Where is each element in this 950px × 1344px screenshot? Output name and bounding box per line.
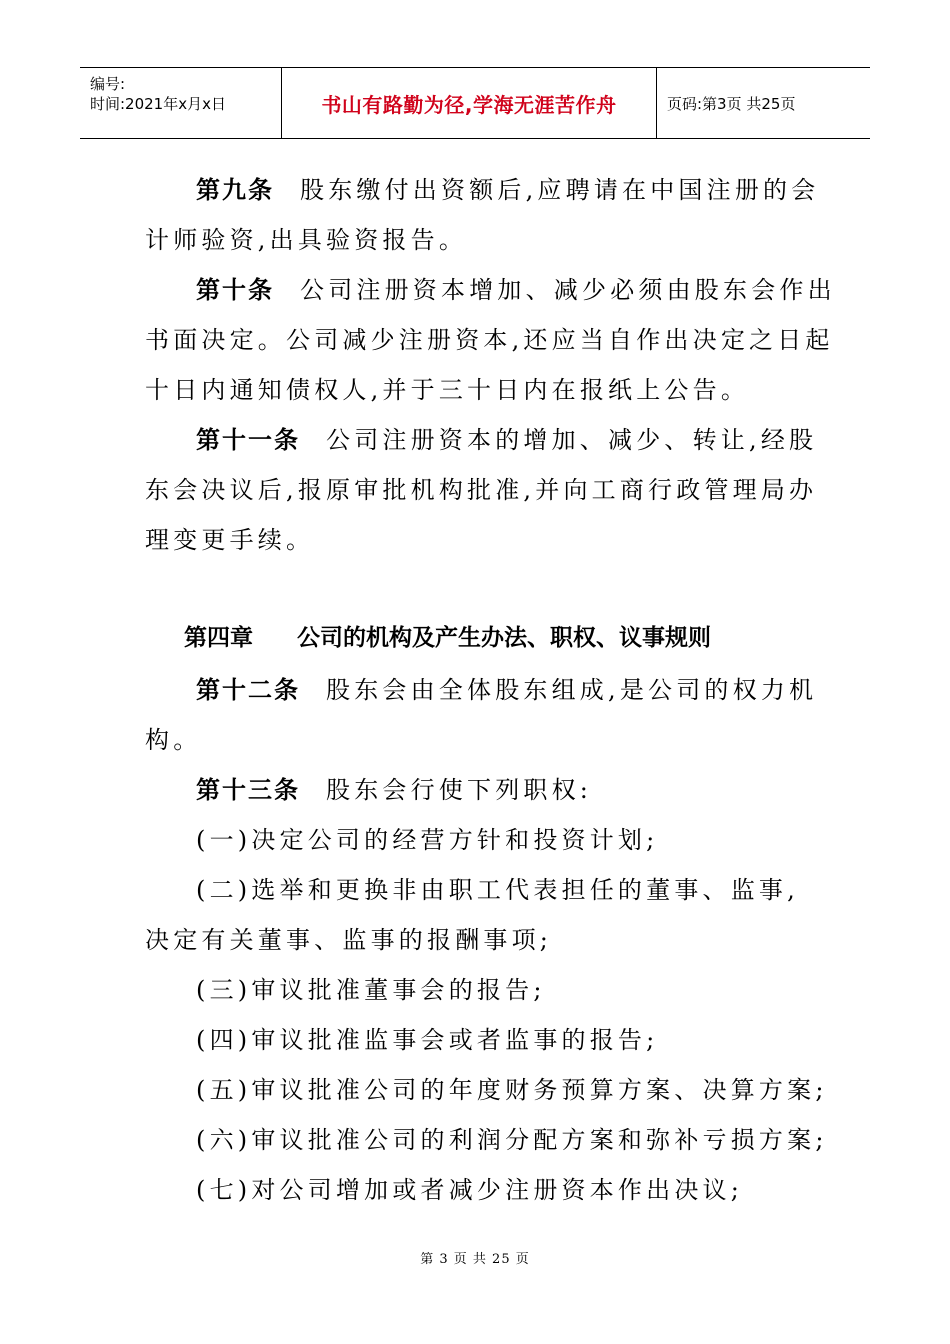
- chapter-heading: [184, 619, 711, 652]
- article-title: 第十一条: [196, 426, 300, 454]
- article-10-line-3: 十日内通知债权人,并于三十日内在报纸上公告。: [145, 376, 750, 404]
- article-title: 第十二条: [196, 676, 300, 704]
- article-text: 股东会行使下列职权:: [326, 776, 593, 804]
- page-footer: 第 3 页 共 25 页: [420, 1252, 530, 1267]
- list-item: (五)审议批准公司的年度财务预算方案、决算方案;: [196, 1076, 828, 1104]
- page-header: [80, 67, 870, 139]
- article-9-line-2: 计师验资,出具验资报告。: [145, 226, 468, 254]
- article-12-line-1: [196, 670, 817, 705]
- list-item: (二)选举和更换非由职工代表担任的董事、监事,: [196, 876, 799, 904]
- header-motto: 书山有路勤为径,学海无涯苦作舟: [282, 68, 657, 138]
- article-title: 第十三条: [196, 776, 300, 804]
- article-12-line-2: 构。: [145, 726, 202, 754]
- chapter-number: 第四章: [184, 625, 253, 651]
- article-text: 公司注册资本增加、减少必须由股东会作出: [300, 276, 836, 304]
- list-item: (一)决定公司的经营方针和投资计划;: [196, 826, 659, 854]
- article-text: 股东会由全体股东组成,是公司的权力机: [326, 676, 818, 704]
- article-13-line-1: [196, 770, 592, 805]
- time-label: 时间:2021年x月x日: [90, 95, 226, 113]
- article-9-line-1: [196, 170, 819, 205]
- article-11-line-3: 理变更手续。: [145, 526, 315, 554]
- list-item: (三)审议批准董事会的报告;: [196, 976, 546, 1004]
- list-item: (七)对公司增加或者减少注册资本作出决议;: [196, 1176, 744, 1204]
- list-item-continuation: 决定有关董事、监事的报酬事项;: [145, 926, 553, 954]
- list-item: (四)审议批准监事会或者监事的报告;: [196, 1026, 659, 1054]
- number-label: 编号:: [90, 75, 126, 93]
- header-page-info: 页码:第3页 共25页: [667, 94, 796, 113]
- article-10-line-1: [196, 270, 836, 305]
- article-title: 第九条: [196, 176, 274, 204]
- list-item: (六)审议批准公司的利润分配方案和弥补亏损方案;: [196, 1126, 828, 1154]
- article-text: 股东缴付出资额后,应聘请在中国注册的会: [300, 176, 820, 204]
- article-text: 公司注册资本的增加、减少、转让,经股: [326, 426, 818, 454]
- article-11-line-2: 东会决议后,报原审批机构批准,并向工商行政管理局办: [145, 476, 818, 504]
- article-11-line-1: [196, 420, 817, 455]
- article-title: 第十条: [196, 276, 274, 304]
- header-meta: [80, 68, 282, 138]
- article-10-line-2: 书面决定。公司减少注册资本,还应当自作出决定之日起: [145, 326, 834, 354]
- chapter-title: 公司的机构及产生办法、职权、议事规则: [297, 625, 711, 651]
